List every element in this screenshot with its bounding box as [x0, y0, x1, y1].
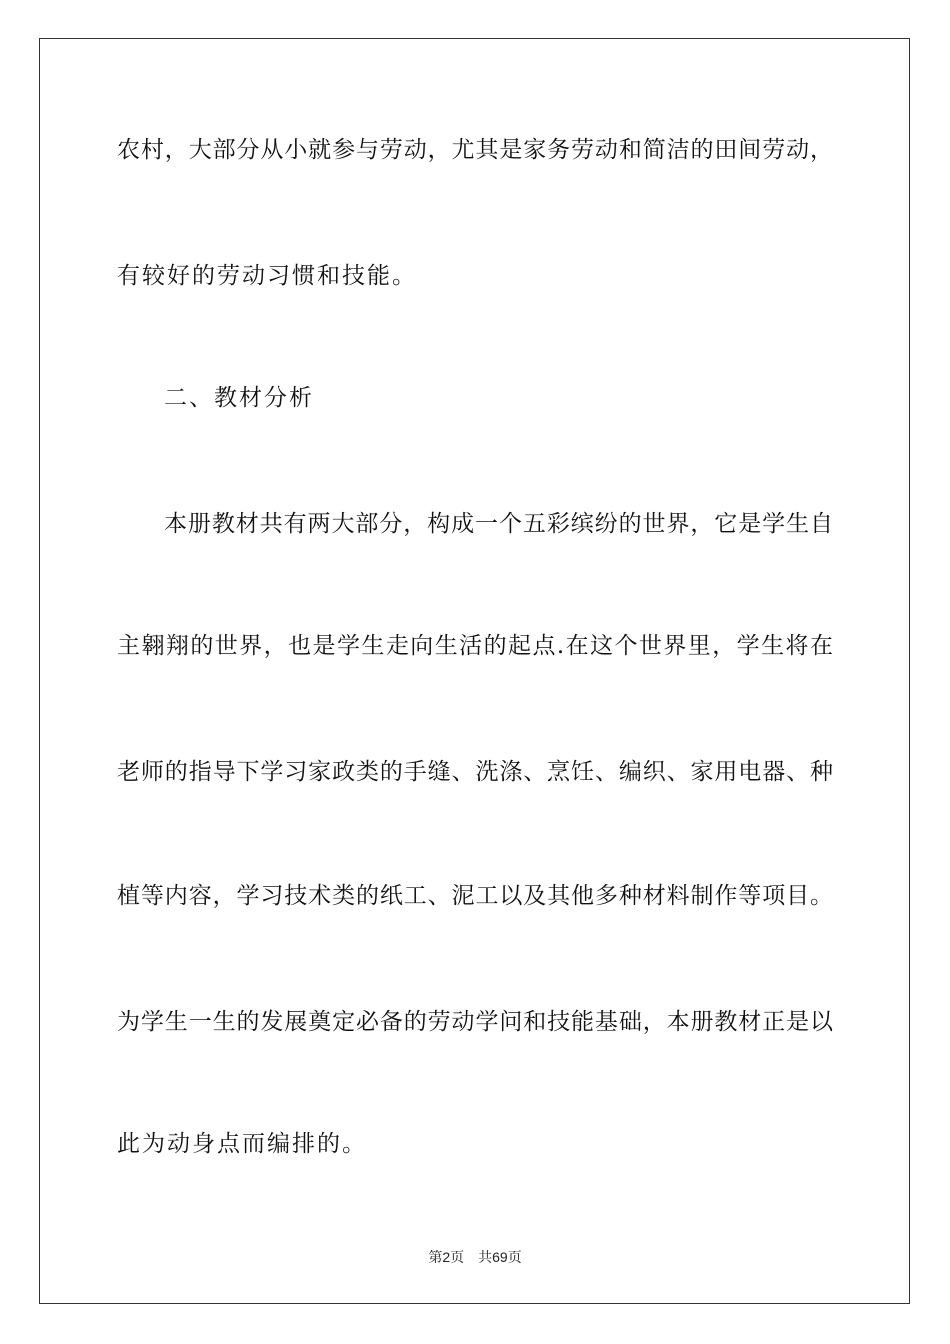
paragraph-line-1: 农村，大部分从小就参与劳动，尤其是家务劳动和简洁的田间劳动， — [117, 137, 833, 163]
page-border — [39, 38, 910, 1304]
footer-page-suffix: 页 — [450, 1250, 465, 1266]
paragraph-line-7: 为学生一生的发展奠定必备的劳动学问和技能基础，本册教材正是以 — [117, 1009, 833, 1035]
footer-page-prefix: 第 — [428, 1250, 443, 1266]
footer-total-suffix: 页 — [507, 1250, 522, 1266]
paragraph-line-2: 有较好的劳动习惯和技能。 — [117, 263, 417, 289]
section-heading: 二、教材分析 — [164, 385, 314, 411]
paragraph-line-8: 此为动身点而编排的。 — [117, 1131, 367, 1157]
paragraph-line-6: 植等内容，学习技术类的纸工、泥工以及其他多种材料制作等项目。 — [117, 883, 833, 909]
footer-total-pages: 69 — [492, 1249, 508, 1265]
footer-page-number: 2 — [442, 1249, 451, 1265]
paragraph-line-5: 老师的指导下学习家政类的手缝、洗涤、烹饪、编织、家用电器、种 — [117, 759, 833, 785]
paragraph-line-3: 本册教材共有两大部分，构成一个五彩缤纷的世界，它是学生自 — [164, 511, 833, 537]
page-footer — [0, 1248, 950, 1267]
paragraph-line-4: 主翱翔的世界，也是学生走向生活的起点.在这个世界里，学生将在 — [117, 633, 833, 659]
footer-total-prefix: 共 — [478, 1250, 493, 1266]
